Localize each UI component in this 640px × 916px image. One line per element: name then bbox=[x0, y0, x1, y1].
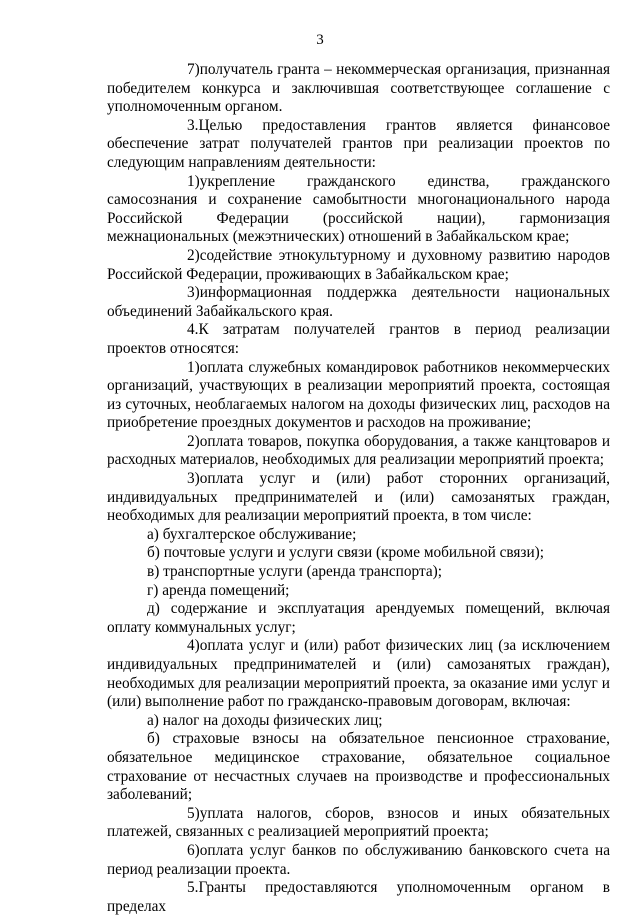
paragraph-item-7 bbox=[107, 61, 610, 117]
paragraph-section-4 bbox=[107, 321, 610, 358]
item-number: 1) bbox=[187, 172, 200, 190]
subitem-4-3-d bbox=[107, 600, 610, 637]
paragraph-section-5 bbox=[107, 879, 610, 916]
item-number: 3) bbox=[187, 284, 200, 302]
paragraph-text: содействие этнокультурному и духовному развитию народов Российской Федерации, проживающих в Забайкальском крае; bbox=[107, 246, 610, 283]
paragraph-text: оплата услуг и (или) работ сторонних организаций, индивидуальных предпринимателей и (или) самозанятых граждан, необходимых для реализации мероприятий проекта, в том числе: bbox=[107, 470, 610, 525]
paragraph-item-3-3 bbox=[107, 284, 610, 321]
paragraph-text: б) почтовые услуги и услуги связи (кроме мобильной связи); bbox=[147, 544, 544, 562]
subitem-4-3-g bbox=[107, 582, 610, 601]
document-body bbox=[107, 61, 610, 916]
paragraph-item-4-3 bbox=[107, 470, 610, 526]
subitem-4-3-v bbox=[107, 563, 610, 582]
paragraph-text: получатель гранта – некоммерческая организация, признанная победителем конкурса и заключившая соответствующее соглашение с уполномоченным органом. bbox=[107, 61, 610, 116]
paragraph-text: в) транспортные услуги (аренда транспорта); bbox=[147, 563, 442, 581]
paragraph-text: а) налог на доходы физических лиц; bbox=[147, 711, 383, 729]
item-number: 2) bbox=[187, 246, 200, 264]
paragraph-section-3 bbox=[107, 117, 610, 173]
paragraph-item-4-6 bbox=[107, 842, 610, 879]
paragraph-text: Целью предоставления грантов является финансовое обеспечение затрат получателей грантов при реализации проектов по следующим направлениям деятельности: bbox=[107, 116, 610, 171]
paragraph-text: укрепление гражданского единства, гражданского самосознания и сохранение самобытности многонационального народа Российской Федерации (российской нации), гармонизация межнациональных (межэтнических) отношений в Забайкальском крае; bbox=[107, 172, 610, 246]
paragraph-item-4-2 bbox=[107, 433, 610, 470]
paragraph-text: г) аренда помещений; bbox=[147, 581, 290, 599]
item-number: 6) bbox=[187, 841, 200, 859]
paragraph-item-4-5 bbox=[107, 805, 610, 842]
paragraph-text: Гранты предоставляются уполномоченным органом в пределах bbox=[107, 879, 610, 915]
subitem-4-4-b bbox=[107, 730, 610, 804]
paragraph-item-3-1 bbox=[107, 173, 610, 247]
paragraph-item-4-1 bbox=[107, 359, 610, 433]
paragraph-text: оплата служебных командировок работников некоммерческих организаций, участвующих в реализации мероприятий проекта, состоящая из суточных, необлагаемых налогом на доходы физических лиц, расходов на приобретение проездных документов и расходов на проживание; bbox=[107, 358, 610, 432]
subitem-4-4-a bbox=[107, 712, 610, 731]
item-number: 7) bbox=[187, 61, 200, 78]
item-number: 5) bbox=[187, 804, 200, 822]
page-number: 3 bbox=[316, 32, 324, 48]
subitem-4-3-a bbox=[107, 526, 610, 545]
paragraph-text: информационная поддержка деятельности национальных объединений Забайкальского края. bbox=[107, 284, 610, 320]
paragraph-item-3-2 bbox=[107, 247, 610, 284]
section-number: 4. bbox=[187, 321, 199, 339]
subitem-4-3-b bbox=[107, 544, 610, 563]
paragraph-text: оплата товаров, покупка оборудования, а также канцтоваров и расходных материалов, необходимых для реализации мероприятий проекта; bbox=[107, 432, 610, 469]
section-number: 5. bbox=[187, 879, 199, 897]
paragraph-text: оплата услуг банков по обслуживанию банковского счета на период реализации проекта. bbox=[107, 841, 610, 878]
paragraph-text: оплата услуг и (или) работ физических лиц (за исключением индивидуальных предпринимателей и (или) самозанятых граждан), необходимых для реализации мероприятий проекта, за оказание ими услуг и (или) выполнение работ по гражданско-правовым договорам, включая: bbox=[107, 637, 610, 711]
paragraph-text: д) содержание и эксплуатация арендуемых помещений, включая оплату коммунальных услуг; bbox=[107, 600, 610, 636]
item-number: 3) bbox=[187, 470, 200, 488]
paragraph-text: уплата налогов, сборов, взносов и иных обязательных платежей, связанных с реализацией мероприятий проекта; bbox=[107, 804, 610, 841]
paragraph-text: а) бухгалтерское обслуживание; bbox=[147, 525, 357, 543]
item-number: 4) bbox=[187, 637, 200, 655]
paragraph-item-4-4 bbox=[107, 637, 610, 711]
section-number: 3. bbox=[187, 116, 199, 134]
paragraph-text: К затратам получателей грантов в период реализации проектов относятся: bbox=[107, 321, 610, 357]
paragraph-text: б) страховые взносы на обязательное пенсионное страхование, обязательное медицинское страхование, обязательное социальное страхование от несчастных случаев на производстве и профессиональных заболеваний; bbox=[107, 730, 610, 804]
item-number: 2) bbox=[187, 432, 200, 450]
item-number: 1) bbox=[187, 358, 200, 376]
